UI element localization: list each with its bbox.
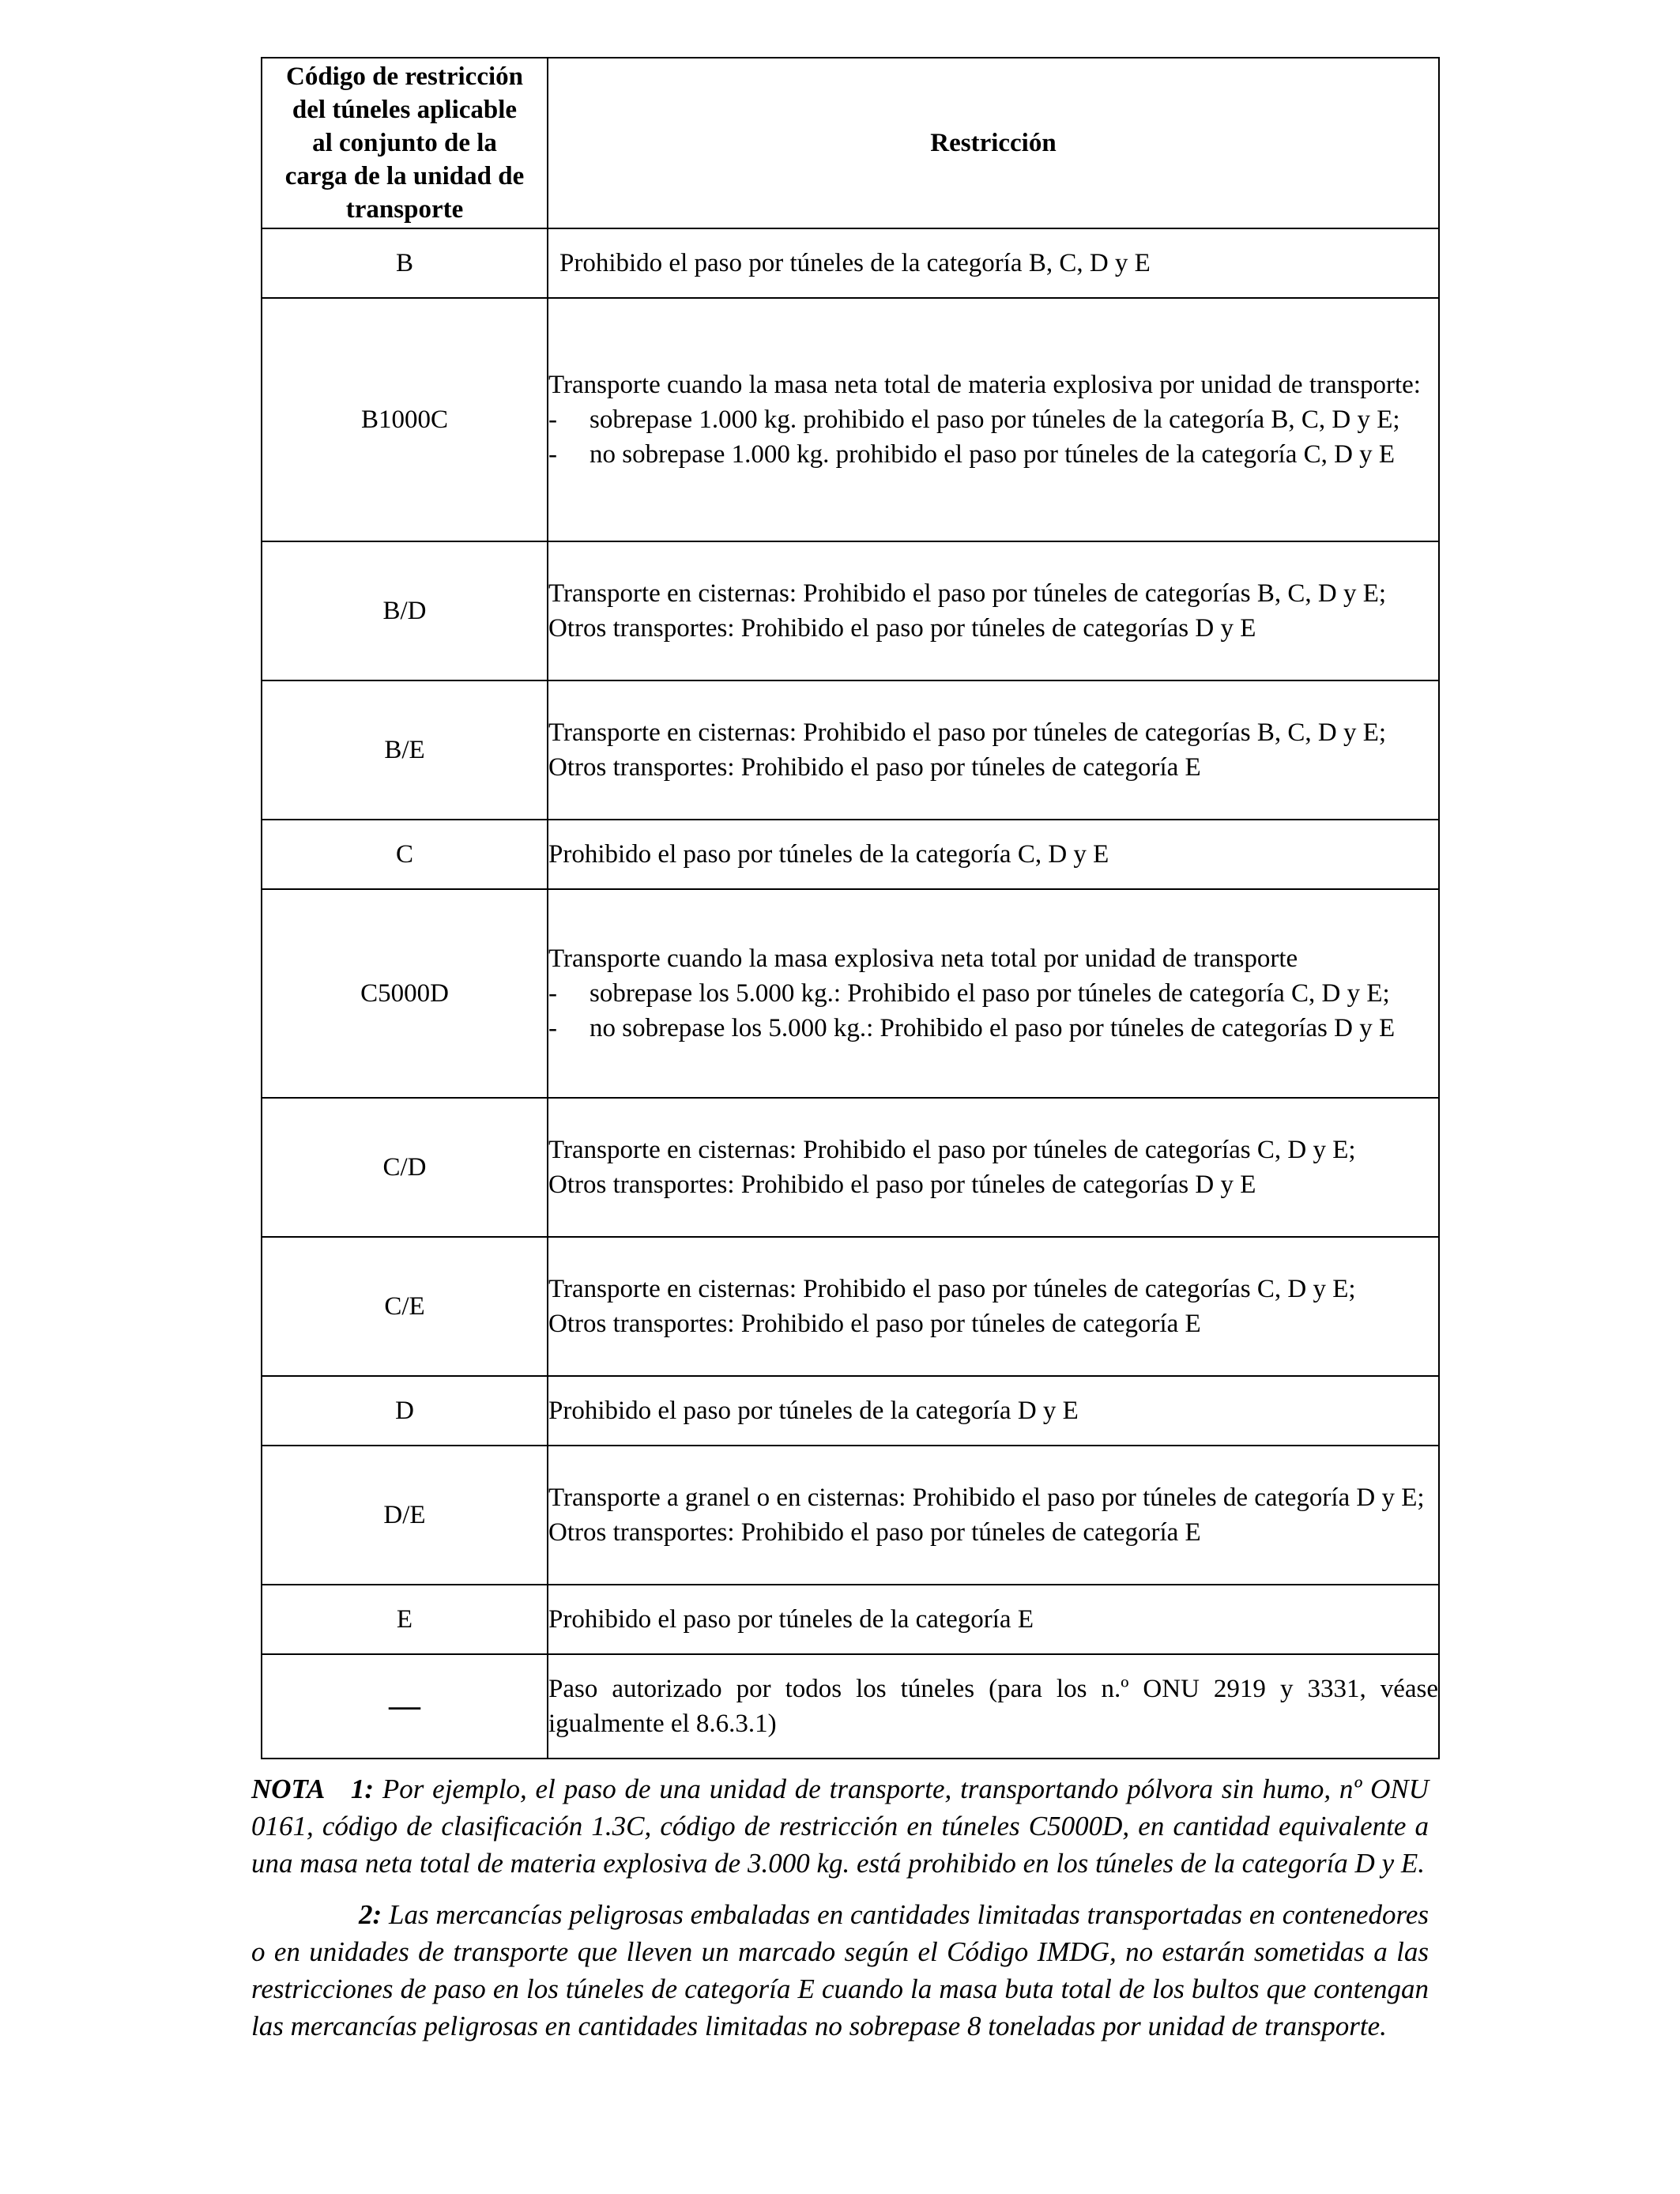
code-cell: E (262, 1585, 548, 1654)
table-row (262, 889, 1439, 1098)
restriction-cell (548, 1237, 1439, 1376)
restriction-cell (548, 1446, 1439, 1585)
code-cell: D/E (262, 1446, 548, 1585)
note-number: 1: (350, 1774, 374, 1804)
code-cell: C (262, 820, 548, 889)
dash-code: — (389, 1687, 420, 1723)
restriction-line: Paso autorizado por todos los túneles (para los n.º ONU 2919 y 3331, véase igualmente el 8.6.3.1) (548, 1675, 1438, 1738)
code-cell: B/E (262, 680, 548, 820)
restriction-cell (548, 541, 1439, 680)
header-code-cell (262, 58, 548, 228)
restriction-line: Transporte a granel o en cisternas: Prohibido el paso por túneles de categoría D y E; (548, 1483, 1425, 1512)
header-code-line: del túneles aplicable (292, 96, 518, 124)
table-row (262, 1446, 1439, 1585)
restriction-bullet: - no sobrepase 1.000 kg. prohibido el paso por túneles de la categoría C, D y E (548, 440, 1396, 469)
restriction-line: Transporte en cisternas: Prohibido el paso por túneles de categorías B, C, D y E; (548, 579, 1387, 608)
restriction-line: Transporte en cisternas: Prohibido el paso por túneles de categorías C, D y E; (548, 1136, 1356, 1164)
header-code-line: transporte (345, 195, 464, 224)
code-cell: C/D (262, 1098, 548, 1237)
table-row (262, 541, 1439, 680)
bullet-text: no sobrepase los 5.000 kg.: Prohibido el paso por túneles de categorías D y E (590, 1014, 1396, 1042)
code-cell: B (262, 228, 548, 298)
restriction-cell (548, 298, 1439, 541)
bullet-text: sobrepase los 5.000 kg.: Prohibido el paso por túneles de categoría C, D y E; (590, 979, 1390, 1008)
tunnel-restriction-table (261, 57, 1440, 1759)
restriction-line: Otros transportes: Prohibido el paso por túneles de categoría E (548, 1310, 1201, 1338)
note-text: Por ejemplo, el paso de una unidad de transporte, transportando pólvora sin humo, nº ONU 0161, código de clasificación 1.3C, código de restricción en túneles C5000D, en cantidad equivalente a una masa neta total de materia explosiva de 3.000 kg. está prohibido en los túneles de la categoría D y E. (251, 1774, 1430, 1879)
restriction-line: Otros transportes: Prohibido el paso por túneles de categoría E (548, 753, 1201, 782)
restriction-cell (548, 680, 1439, 820)
note-text: Las mercancías peligrosas embaladas en cantidades limitadas transportadas en contenedores o en unidades de transporte que lleven un marcado según el Código IMDG, no estarán sometidas a las restricciones de paso en los túneles de categoría E cuando la masa buta total de los bultos que contengan las mercancías peligrosas en cantidades limitadas no sobrepase 8 toneladas por unidad de transporte. (251, 1899, 1429, 2041)
restriction-bullet: - sobrepase los 5.000 kg.: Prohibido el paso por túneles de categoría C, D y E; (548, 979, 1390, 1008)
bullet-text: sobrepase 1.000 kg. prohibido el paso por túneles de la categoría B, C, D y E; (590, 405, 1400, 434)
restriction-intro: Transporte cuando la masa explosiva neta total por unidad de transporte (548, 944, 1298, 973)
table-row (262, 1237, 1439, 1376)
note-number: 2: (359, 1899, 382, 1930)
code-cell: D (262, 1376, 548, 1446)
table-row (262, 820, 1439, 889)
notes-section (251, 1770, 1429, 2059)
restriction-line: Otros transportes: Prohibido el paso por túneles de categorías D y E (548, 1171, 1256, 1199)
restriction-line: Otros transportes: Prohibido el paso por túneles de categorías D y E (548, 614, 1256, 643)
restriction-line: Otros transportes: Prohibido el paso por túneles de categoría E (548, 1518, 1201, 1547)
code-cell: C/E (262, 1237, 548, 1376)
restriction-cell (548, 1654, 1439, 1759)
header-code-line: Código de restricción (285, 62, 523, 91)
note-2 (251, 1896, 1429, 2045)
restriction-cell (548, 1098, 1439, 1237)
restriction-cell (548, 820, 1439, 889)
table-row (262, 1654, 1439, 1759)
restriction-cell (548, 889, 1439, 1098)
bullet-text: no sobrepase 1.000 kg. prohibido el paso por túneles de la categoría C, D y E (590, 440, 1396, 469)
table-row (262, 228, 1439, 298)
restriction-line: Transporte en cisternas: Prohibido el paso por túneles de categorías C, D y E; (548, 1275, 1356, 1303)
table-row (262, 1098, 1439, 1237)
restriction-line: Prohibido el paso por túneles de la categoría E (548, 1605, 1034, 1634)
header-code-line: carga de la unidad de (284, 162, 525, 190)
table-row (262, 298, 1439, 541)
code-cell: B1000C (262, 298, 548, 541)
restriction-cell (548, 1585, 1439, 1654)
table-row (262, 1376, 1439, 1446)
restriction-line: Prohibido el paso por túneles de la categoría C, D y E (548, 840, 1109, 869)
note-label: NOTA (251, 1774, 326, 1804)
restriction-line: Prohibido el paso por túneles de la categoría B, C, D y E (559, 249, 1151, 277)
code-cell (262, 1654, 548, 1759)
header-restriction-cell: Restricción (548, 58, 1439, 228)
restriction-intro: Transporte cuando la masa neta total de materia explosiva por unidad de transporte: (548, 371, 1421, 399)
restriction-line: Transporte en cisternas: Prohibido el paso por túneles de categorías B, C, D y E; (548, 718, 1387, 747)
restriction-cell (548, 228, 1439, 298)
restriction-line: Prohibido el paso por túneles de la categoría D y E (548, 1397, 1079, 1425)
code-cell: B/D (262, 541, 548, 680)
note-1 (251, 1770, 1429, 1882)
restriction-bullet: - sobrepase 1.000 kg. prohibido el paso por túneles de la categoría B, C, D y E; (548, 405, 1400, 434)
table-header-row (262, 58, 1439, 228)
restriction-cell (548, 1376, 1439, 1446)
restriction-bullet: - no sobrepase los 5.000 kg.: Prohibido el paso por túneles de categorías D y E (548, 1014, 1396, 1042)
code-cell: C5000D (262, 889, 548, 1098)
table-row (262, 1585, 1439, 1654)
table-row (262, 680, 1439, 820)
header-code-line: al conjunto de la (312, 129, 497, 157)
